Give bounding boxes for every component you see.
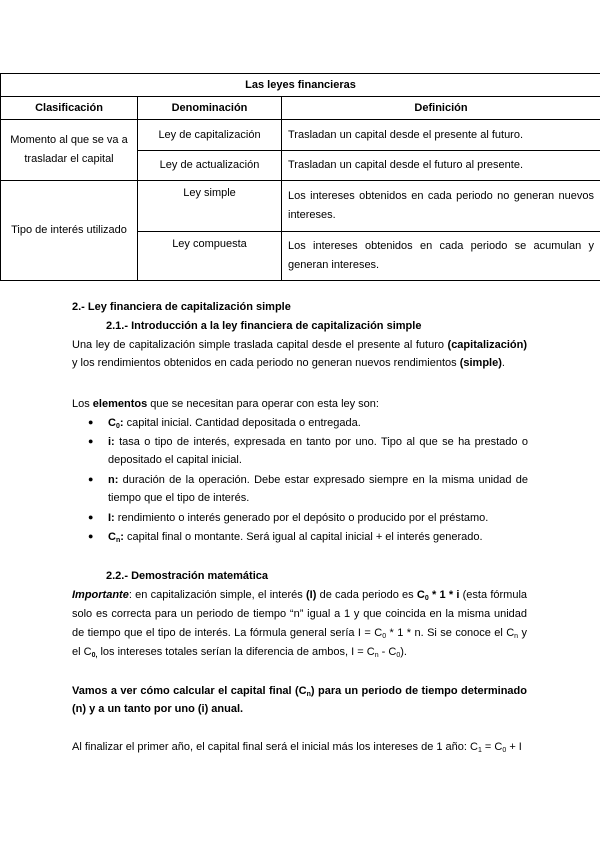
bullet-icon: ● (88, 512, 94, 522)
bullet-icon: ● (88, 531, 94, 541)
list-item: I: rendimiento o interés generado por el depósito o producido por el préstamo. (108, 512, 489, 524)
table-title: Las leyes financieras (1, 74, 600, 97)
subsection-heading: 2.2.- Demostración matemática (106, 570, 269, 582)
bold-statement: Vamos a ver cómo calcular el capital final $(C_n)$ para un periodo de tiempo determinado (72, 685, 527, 698)
intro-line: y los rendimientos obtenidos en cada periodo no generan nuevos rendimientos (simple). (72, 357, 505, 369)
bullet-icon: ● (88, 474, 94, 484)
cell-denominacion: Ley de capitalización (138, 120, 282, 151)
group-momento: Momento al que se va a trasladar el capital (1, 120, 138, 181)
header-clasificacion: Clasificación (1, 97, 138, 120)
header-denominacion: Denominación (138, 97, 282, 120)
list-item: $C_0$: capital inicial. Cantidad depositada o entregada. (108, 417, 361, 430)
bullet-icon: ● (88, 436, 94, 446)
cell-denominacion: Ley de actualización (138, 151, 282, 181)
group-tipo-interes: Tipo de interés utilizado (1, 181, 138, 281)
cell-definicion: Los intereses obtenidos en cada periodo no generan nuevos intereses. (282, 181, 600, 232)
header-definicion: Definición (282, 97, 600, 120)
cell-definicion: Trasladan un capital desde el futuro al presente. (282, 151, 600, 181)
cell-denominacion: Ley simple (138, 181, 282, 232)
list-item-continuation: depositado el capital inicial. (108, 454, 242, 466)
list-item: n: duración de la operación. Debe estar expresado siempre en la misma unidad de (108, 474, 528, 486)
list-item-continuation: tiempo que el tipo de interés. (108, 492, 250, 504)
section-heading: 2.- Ley financiera de capitalización simple (72, 301, 291, 313)
importante-line: Importante: en capitalización simple, el interés (I) de cada periodo es $C_0 * 1$ * i (esta fórmula (72, 589, 528, 602)
final-line: Al finalizar el primer año, el capital final será el inicial más los intereses de 1 año: $C_1 = C_0 + I$ (72, 741, 522, 754)
list-item: i: tasa o tipo de interés, expresada en tanto por uno. Tipo al que se ha prestado o (108, 436, 528, 448)
elements-intro: Los elementos que se necesitan para operar con esta ley son: (72, 398, 379, 410)
cell-definicion: Trasladan un capital desde el presente al futuro. (282, 120, 600, 151)
importante-line: el $C_{0,}$ los intereses totales serían la diferencia de ambos, $I = C_n - C_0$). (72, 646, 407, 659)
importante-line: de tiempo que el tipo de interés. La fórmula general sería $I = C_0 * 1 * n$. Si se conoce el $C_n$ y (72, 627, 528, 640)
bullet-icon: ● (88, 417, 94, 427)
cell-definicion: Los intereses obtenidos en cada periodo se acumulan y generan intereses. (282, 232, 600, 281)
leyes-table (0, 73, 600, 281)
list-item: $C_n$: capital final o montante. Será igual al capital inicial + el interés generado. (108, 531, 483, 544)
subsection-heading: 2.1.- Introducción a la ley financiera de capitalización simple (106, 320, 422, 332)
importante-line: solo es correcta para un periodo de tiempo “n” igual a 1 y que coincida en la misma unidad (72, 608, 527, 620)
intro-line: Una ley de capitalización simple traslada capital desde el presente al futuro (capitalización) (72, 339, 527, 351)
bold-statement: (n) y a un tanto por uno (i) anual. (72, 703, 244, 715)
cell-denominacion: Ley compuesta (138, 232, 282, 281)
